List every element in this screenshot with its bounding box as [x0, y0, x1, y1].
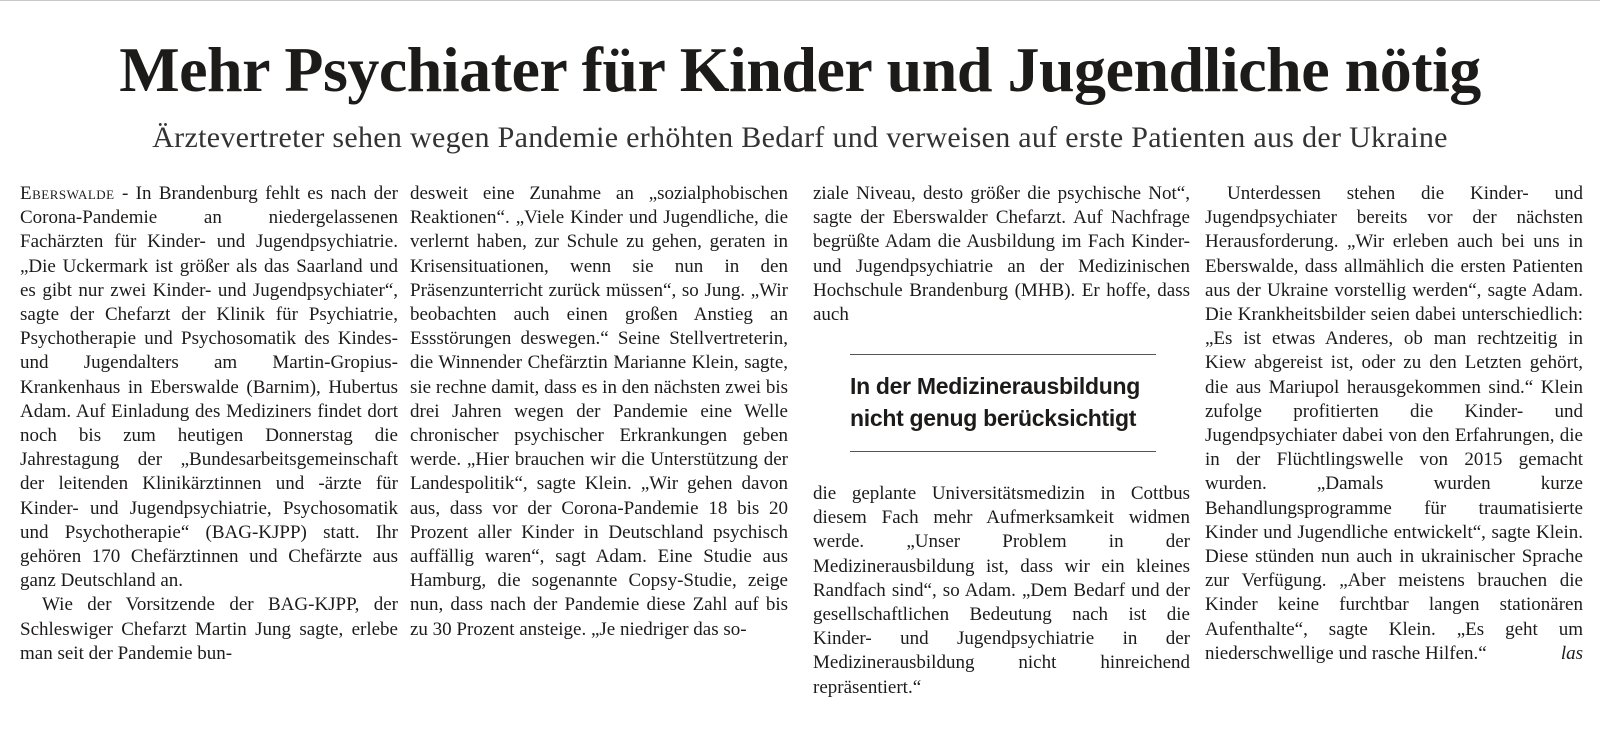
intertitle-rule-bottom [850, 451, 1156, 452]
paragraph: ziale Niveau, desto größer die psychische Not“, sagte der Eberswalder Chefarzt. Auf Nachfrage begrüßte Adam die Ausbildung im Fach Kinder- und Jugendpsychiatrie an der Medizinischen Hochschule Brandenburg (MHB). Er hoffe, dass auch [813, 183, 1190, 326]
intertitle-line: In der Medizinerausbildung [850, 373, 1140, 399]
top-rule [0, 0, 1600, 1]
paragraph [20, 182, 398, 593]
intertitle-rule-top [850, 354, 1156, 355]
headline: Mehr Psychiater für Kinder und Jugendliche nötig [119, 34, 1481, 105]
paragraph-text: Unterdessen stehen die Kinder- und Jugendpsychiater bereits vor der nächsten Herausforderung. „Wir erleben auch bei uns in Eberswalde, dass allmählich die ersten Patienten aus der Ukraine vorstellig werden“, sagte Adam. Die Krankheitsbilder seien dabei unterschiedlich: „Es ist etwas Anderes, ob man rechtzeitig in Kiew abgereist ist, oder zu den Letzten gehört, die aus Mariupol herausgekommen sind.“ Klein zufolge profitierten die Kinder- und Jugendpsychiater dabei von den Erfahrungen, die in der Flüchtlingswelle von 2015 gemacht wurden. „Damals wurden kurze Behandlungsprogramme für traumatisierte Kinder und Jugendliche entwickelt“, sagte Klein. Diese stünden nun auch in ukrainischer Sprache zur Verfügung. „Aber meistens brauchen die Kinder keine furchtbar langen stationären Aufenthalte“, sagte Klein. „Es geht um niederschwellige und rasche Hilfen.“ [1205, 183, 1583, 664]
intertitle-box [850, 354, 1156, 452]
paragraph: desweit eine Zunahme an „sozialphobischen Reaktionen“. „Viele Kinder und Jugendliche, die verlernt haben, zur Schule zu gehen, geraten in Krisensituationen, wenn sie nun in den Präsenzunterricht zurück müssen“, so Jung. „Wir beobachten auch einen großen Anstieg an Essstörungen deswegen.“ Seine Stellvertreterin, die Winnender Chefärztin Marianne Klein, sagte, sie rechne damit, dass es in den nächsten zwei bis drei Jahren wegen der Pandemie eine Welle chronischer psychischer Erkrankungen geben werde. „Hier brauchen wir die Unterstützung der Landespolitik“, sagte Klein. „Wir gehen davon aus, dass vor der Corona-Pandemie 18 bis 20 Prozent aller Kinder in Deutschland psychisch auffällig waren“, sagt Adam. Eine Studie aus Hamburg, die sogenannte Copsy-Studie, zeige nun, dass nach der Pandemie diese Zahl auf bis zu 30 Prozent ansteige. „Je niedriger das so- [410, 183, 788, 640]
article-column-2 [410, 182, 788, 642]
dateline: Eberswalde [20, 183, 115, 204]
article-column-1 [20, 182, 398, 666]
subheadline: Ärztevertreter sehen wegen Pandemie erhöhten Bedarf und verweisen auf erste Patienten aus der Ukraine [152, 121, 1448, 154]
paragraph: Wie der Vorsitzende der BAG-KJPP, der Schleswiger Chefarzt Martin Jung sagte, erlebe man seit der Pandemie bun- [20, 594, 398, 664]
author-signature: las [1560, 642, 1583, 664]
paragraph [1205, 182, 1583, 666]
article-column-3 [813, 182, 1190, 327]
article-column-3-continued [813, 482, 1190, 700]
intertitle [850, 370, 1170, 434]
article-column-4 [1205, 182, 1583, 666]
paragraph: die geplante Universitätsmedizin in Cottbus diesem Fach mehr Aufmerksamkeit widmen werde. „Unser Problem in der Medizinerausbildung ist, dass wir ein kleines Randfach sind“, so Adam. „Dem Bedarf und der gesellschaftlichen Bedeutung nach ist die Kinder- und Jugendpsychiatrie in der Medizinerausbildung nicht hinreichend repräsentiert.“ [813, 483, 1190, 698]
paragraph-text: - In Brandenburg fehlt es nach der Corona-Pandemie an niedergelassenen Fachärzten für Kinder- und Jugendpsychiatrie. „Die Uckermark ist größer als das Saarland und es gibt nur zwei Kinder- und Jugendpsychiater“, sagte der Chefarzt der Klinik für Psychiatrie, Psychotherapie und Psychosomatik des Kindes- und Jugendalters am Martin-Gropius-Krankenhaus in Eberswalde (Barnim), Hubertus Adam. Auf Einladung des Mediziners findet dort noch bis zum heutigen Donnerstag die Jahrestagung der „Bundesarbeitsgemeinschaft der leitenden Klinikärztinnen und -ärzte für Kinder- und Jugendpsychiatrie, Psychosomatik und Psychotherapie“ (BAG-KJPP) statt. Ihr gehören 170 Chefärztinnen und Chefärzte aus ganz Deutschland an. [20, 183, 398, 592]
intertitle-line: nicht genug berücksichtigt [850, 405, 1137, 431]
